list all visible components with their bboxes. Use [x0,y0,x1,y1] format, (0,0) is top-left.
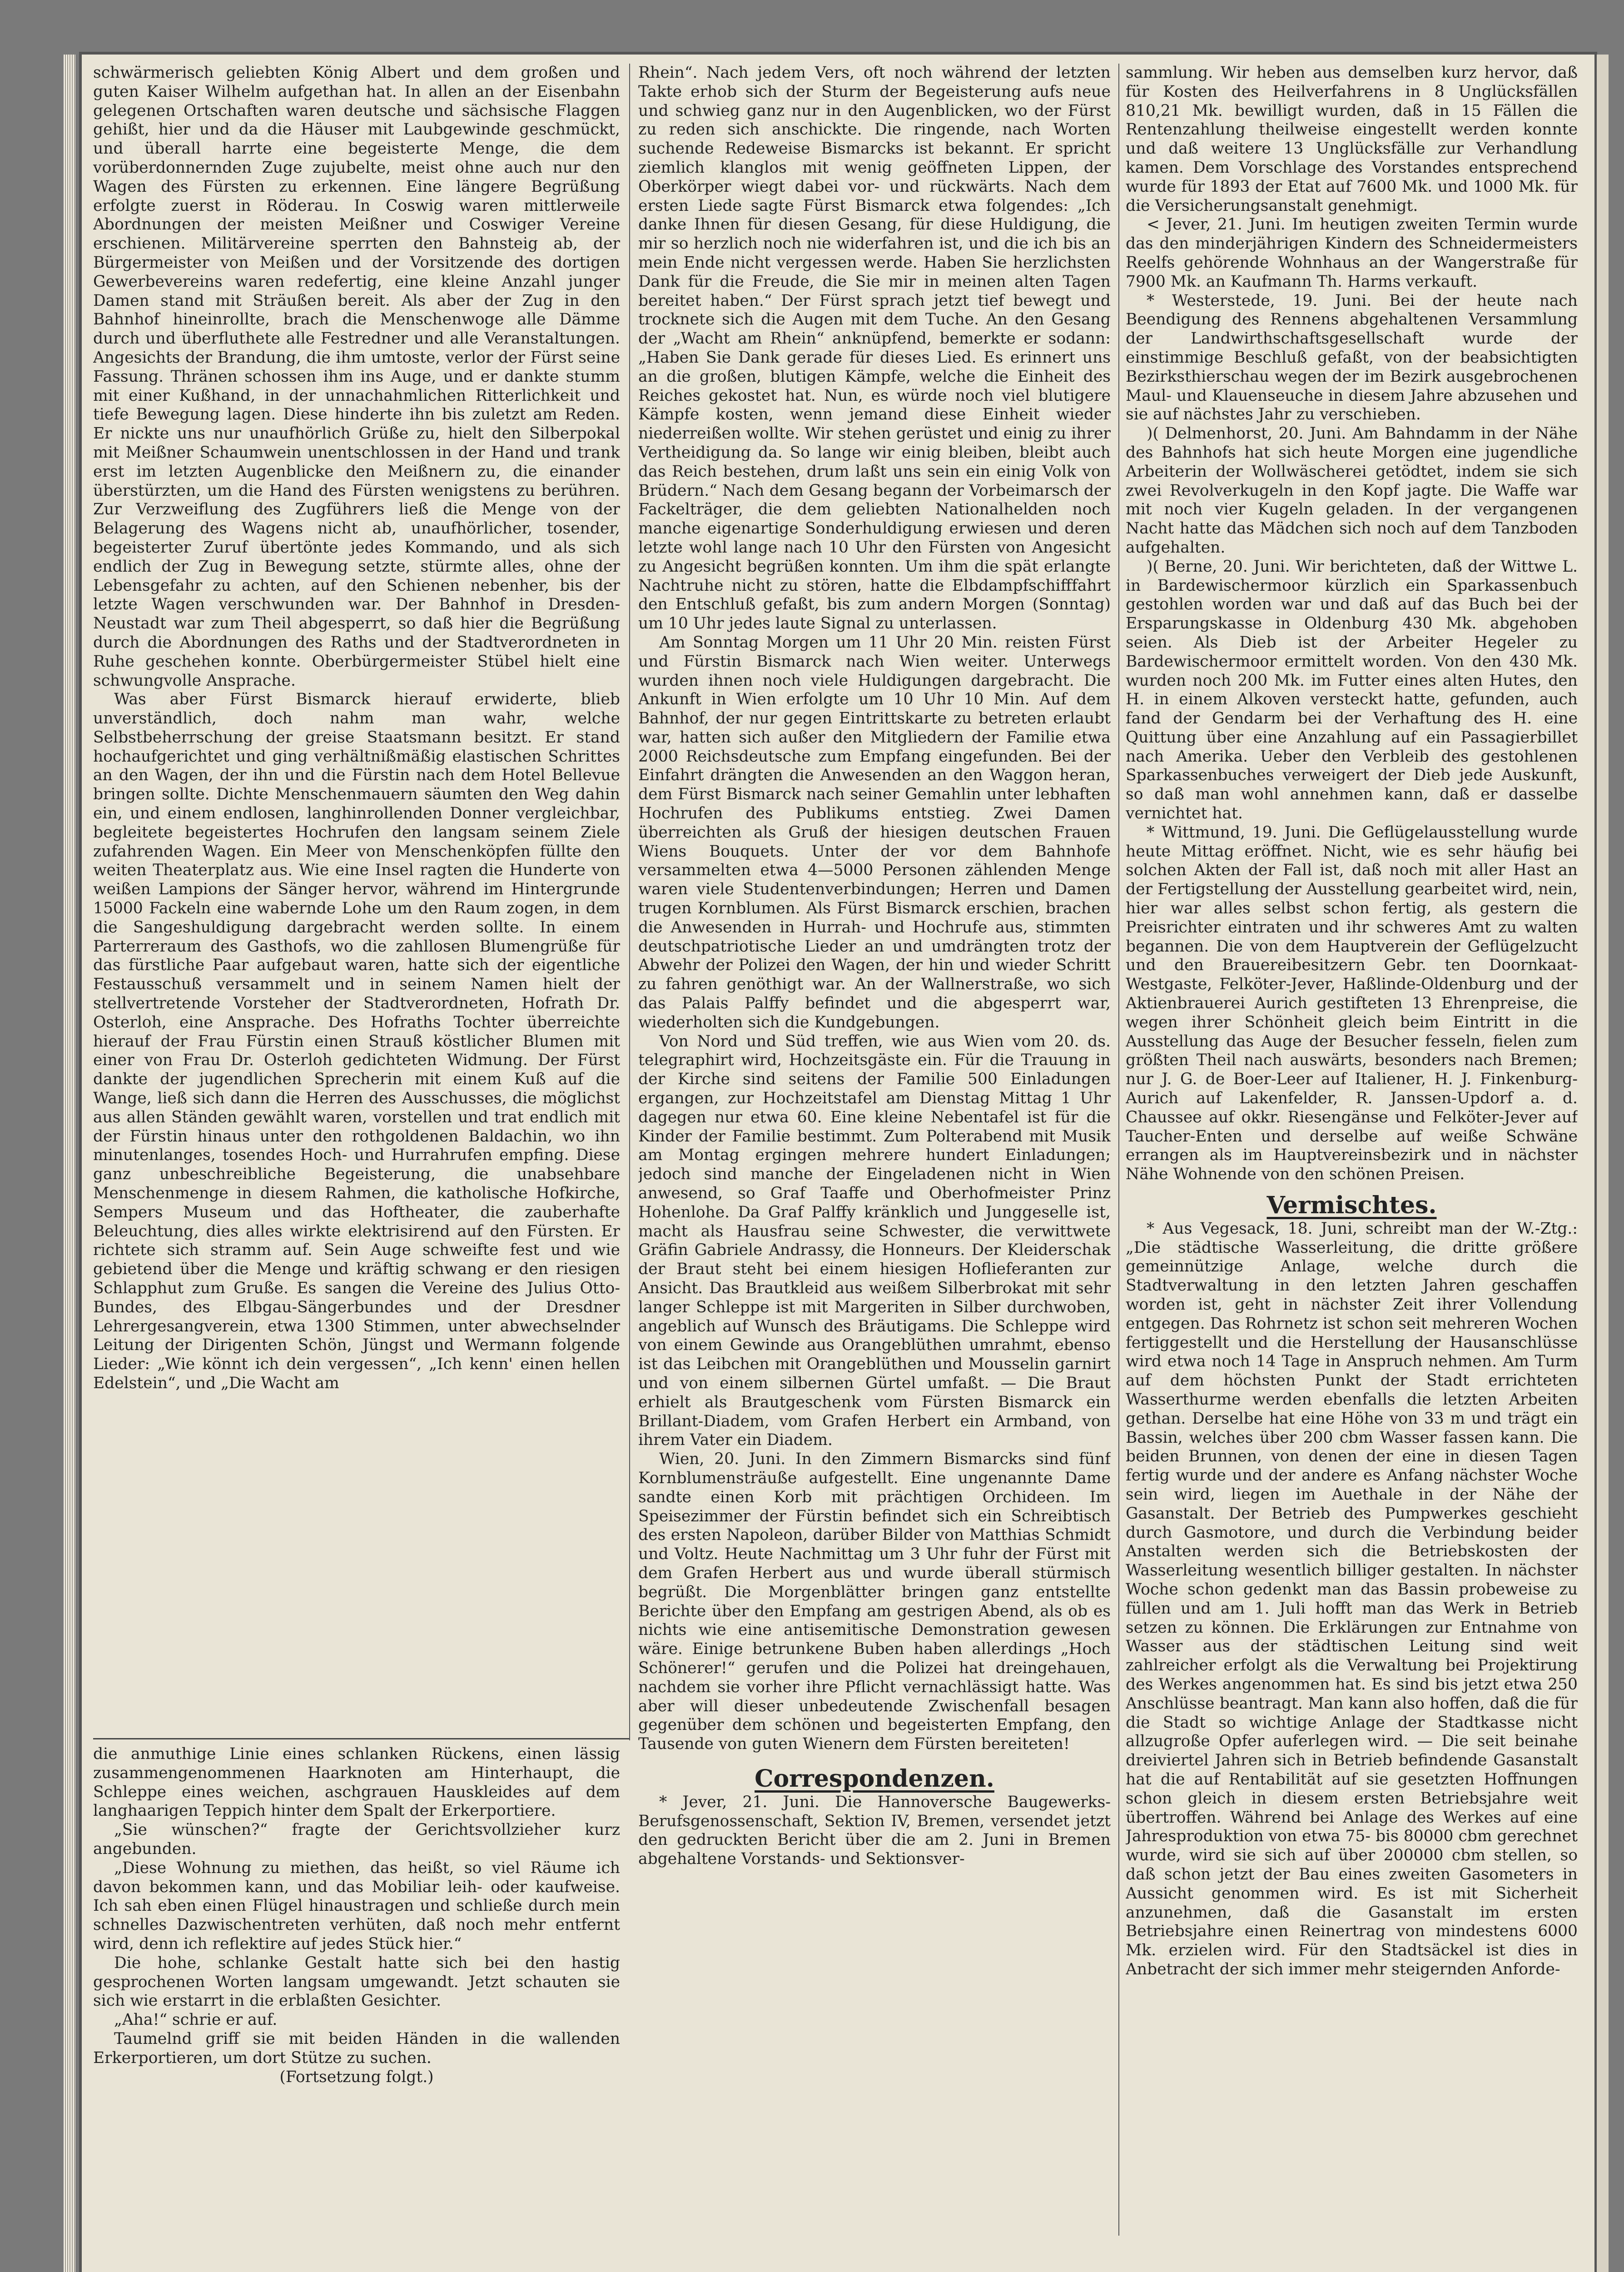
page-right-edge [1597,55,1609,2272]
feuilleton [93,1745,620,2087]
news-item: < Jever, 21. Juni. Im heutigen zweiten Termin wurde das den minderjährigen Kindern des Schneidermeisters Reelfs gehörende Wohnhaus an der Wangerstraße für 7900 Mk. an Kaufmann Th. Harms verkauft. [1126,215,1578,291]
feuilleton-paragraph: Die hohe, schlanke Gestalt hatte sich bei den hastig gesprochenen Worten langsam umgewandt. Jetzt schauten sie sich wie erstarrt in die erblaßten Gesichter. [93,1953,620,2010]
page-stack-edge [64,55,75,2272]
article-paragraph: Von Nord und Süd treffen, wie aus Wien vom 20. ds. telegraphirt wird, Hochzeitsgäste ein. Für die Trauung in der Kirche sind seitens der Familie 500 Einladungen ergangen, zur Hochzeitstafel am Dienstag Mittag 1 Uhr dagegen nur etwa 60. Eine kleine Nebentafel ist für die Kinder der Familie bestimmt. Zum Polterabend mit Musik am Montag ergingen mehrere hundert Einladungen; jedoch sind manche der Eingeladenen nicht in Wien anwesend, so Graf Taaffe und Oberhofmeister Prinz Hohenlohe. Da Graf Palffy kränklich und Junggeselle ist, macht als Hausfrau seine Schwester, die verwittwete Gräfin Gabriele Andrassy, die Honneurs. Der Kleiderschak der Braut steht bei einem hiesigen Hoflieferanten zur Ansicht. Das Brautkleid aus weißem Silberbrokat mit sehr langer Schleppe ist mit Margeriten in Silber durchwoben, angeblich auf Wunsch des Bräutigams. Die Schleppe wird von einem Gewinde aus Orangeblüthen umrahmt, ebenso ist das Leibchen mit Orangeblüthen und Mousselin garnirt und von einem silbernen Gürtel umfaßt. — Die Braut erhielt als Brautgeschenk vom Fürsten Bismarck ein Brillant-Diadem, vom Grafen Herbert ein Armband, von ihrem Vater ein Diadem. [638,1032,1111,1450]
feuilleton-paragraph: die anmuthige Linie eines schlanken Rückens, einen lässig zusammengenommenen Haarknoten am Hinterhaupt, die Schleppe eines weichen, aschgrauen Hauskleides auf dem langhaarigen Teppich hinter dem Spalt der Erkerportiere. [93,1745,620,1820]
feuilleton-paragraph: „Sie wünschen?“ fragte der Gerichtsvollzieher kurz angebunden. [93,1821,620,1858]
news-item: )( Delmenhorst, 20. Juni. Am Bahndamm in der Nähe des Bahnhofs hat sich heute Morgen eine jugendliche Arbeiterin der Wollwäscherei getödtet, indem sie sich zwei Revolverkugeln in den Kopf jagte. Die Waffe war mit noch vier Kugeln geladen. In der vergangenen Nacht hatte das Mädchen sich noch auf dem Tanzboden aufgehalten. [1126,424,1578,557]
column-3 [1126,64,1578,2245]
column-1 [93,64,620,1731]
feuilleton-paragraph: Taumelnd griff sie mit beiden Händen in die wallenden Erkerportieren, um dort Stütze zu suchen. [93,2029,620,2067]
news-item: )( Berne, 20. Juni. Wir berichteten, daß der Wittwe L. in Bardewischermoor kürzlich ein Sparkassenbuch gestohlen worden war und daß auf das Buch bei der Ersparungskasse in Oldenburg 430 Mk. abgehoben seien. Als Dieb ist der Arbeiter Hegeler zu Bardewischermoor ermittelt worden. Von den 430 Mk. wurden noch 200 Mk. im Futter eines alten Hutes, den H. in einem Alkoven versteckt hatte, gefunden, auch fand der Gendarm bei der Verhaftung des H. eine Quittung über eine Anzahlung auf ein Passagierbillet nach Amerika. Ueber den Verbleib des gestohlenen Sparkassenbuches verweigert der Dieb jede Auskunft, so daß man wohl annehmen kann, daß er dasselbe vernichtet hat. [1126,557,1578,823]
article-paragraph: Was aber Fürst Bismarck hierauf erwiderte, blieb unverständlich, doch nahm man wahr, welche Selbstbeherrschung der greise Staatsmann besitzt. Er stand hochaufgerichtet und ging verhältnißmäßig elastischen Schrittes an den Wagen, der ihn und die Fürstin nach dem Hotel Bellevue bringen sollte. Dichte Menschenmauern säumten den Weg dahin ein, und einem endlosen, langhinrollenden Donner vergleichbar, begleitete begeistertes Hochrufen den langsam seinem Ziele zufahrenden Wagen. Ein Meer von Menschenköpfen füllte den weiten Theaterplatz aus. Wie eine Insel ragten die Hunderte von weißen Lampions der Sänger hervor, während im Hintergrunde 15000 Fackeln eine wabernde Lohe um den Raum zogen, in dem die Sangeshuldigung dargebracht werden sollte. In einem Parterreraum des Gasthofs, wo die zahllosen Blumengrüße für das fürstliche Paar aufgebaut waren, hatte sich der eigentliche Festausschuß versammelt und in seinem Namen hielt der stellvertretende Vorsteher der Stadtverordneten, Hofrath Dr. Osterloh, eine Ansprache. Des Hofraths Tochter überreichte hierauf der Frau Fürstin einen Strauß köstlicher Blumen mit einer von Frau Dr. Osterloh gedichteten Widmung. Der Fürst dankte der jugendlichen Sprecherin mit einem Kuß auf die Wange, ließ sich dann die Herren des Ausschusses, die möglichst aus allen Ständen gewählt waren, vorstellen und trat endlich mit der Fürstin hinaus unter den rothgoldenen Baldachin, wo ihn minutenlanges, tosendes Hoch- und Hurrahrufen empfing. Diese ganz unbeschreibliche Begeisterung, die unabsehbare Menschenmenge in diesem Rahmen, die katholische Hofkirche, Sempers Museum und das Hoftheater, die zauberhafte Beleuchtung, dies alles wirkte elektrisirend auf den Fürsten. Er richtete sich stramm auf. Sein Auge schweifte fest und wie gebietend über die Menge und kräftig schwang er den riesigen Schlapphut zum Gruße. Es sangen die Vereine des Julius Otto-Bundes, des Elbgau-Sängerbundes und der Dresdner Lehrergesangverein, etwa 1300 Stimmen, unter abwechselnder Leitung der Dirigenten Schön, Jüngst und Wermann folgende Lieder: „Wie könnt ich dein vergessen“, „Ich kenn' einen hellen Edelstein“, und „Die Wacht am [93,690,620,1392]
article-paragraph: Am Sonntag Morgen um 11 Uhr 20 Min. reisten Fürst und Fürstin Bismarck nach Wien weiter. Unterwegs wurden ihnen noch viele Huldigungen dargebracht. Die Ankunft in Wien erfolgte um 10 Uhr 10 Min. Auf dem Bahnhof, der nur gegen Eintrittskarte zu betreten erlaubt war, hatten sich außer den Mitgliedern der Familie etwa 2000 Reichsdeutsche zum Empfang eingefunden. Bei der Einfahrt drängten die Anwesenden an den Waggon heran, dem Fürst Bismarck nach seiner Gemahlin unter lebhaften Hochrufen des Publikums entstieg. Zwei Damen überreichten als Gruß der hiesigen deutschen Frauen Wiens Bouquets. Unter der vor dem Bahnhofe versammelten etwa 4—5000 Personen zählenden Menge waren viele Studentenverbindungen; Herren und Damen trugen Kornblumen. Als Fürst Bismarck erschien, brachen die Anwesenden in Hurrah- und Hochrufe aus, stimmten deutschpatriotische Lieder an und umdrängten trotz der Abwehr der Polizei den Wagen, der hin und wieder Schritt zu fahren genöthigt war. An der Wallnerstraße, wo sich das Palais Palffy befindet und die abgesperrt war, wiederholten sich die Kundgebungen. [638,633,1111,1031]
continuation-note: (Fortsetzung folgt.) [279,2068,434,2086]
column-rule-1 [629,64,630,1740]
news-item: * Wittmund, 19. Juni. Die Geflügelausstellung wurde heute Mittag eröffnet. Nicht, wie es sehr häufig bei solchen Akten der Fall ist, daß noch mit aller Hast an der Fertigstellung der Ausstellung gearbeitet wird, nein, hier war alles selbst schon fertig, als gestern die Preisrichter eintraten und ihr schweres Amt zu walten begannen. Die von dem Hauptverein der Geflügelzucht und den Brauereibesitzern Gebr. ten Doornkaat-Westgaste, Felköter-Jever, Haßlinde-Oldenburg und der Aktienbrauerei Aurich gestifteten 13 Ehrenpreise, die wegen ihrer Schönheit gleich beim Eintritt in die Ausstellung das Auge der Besucher fesseln, fielen zum größten Theil nach auswärts, besonders nach Bremen; nur J. G. de Boer-Leer auf Italiener, H. J. Finkenburg-Aurich auf Lakenfelder, R. Janssen-Updorf a. d. Chaussee auf okkr. Riesengänse und Felköter-Jever auf Taucher-Enten und derselbe auf weiße Schwäne errangen als im Hauptvereinsbezirk und in nächster Nähe Wohnende von den schönen Preisen. [1126,823,1578,1184]
column-2 [638,64,1111,2245]
news-item: sammlung. Wir heben aus demselben kurz hervor, daß für Kosten des Heilverfahrens in 8 Unglücksfällen 810,21 Mk. bewilligt wurden, daß in 15 Fällen die Rentenzahlung theilweise eingestellt werden konnte und daß weitere 13 Unglücksfälle zur Verhandlung kamen. Dem Vorschlage des Vorstandes entsprechend wurde für 1893 der Etat auf 7600 Mk. und 1000 Mk. für die Versicherungsanstalt genehmigt. [1126,64,1578,215]
column-rule-2 [1118,64,1119,2236]
section-heading-vermischtes: Vermischtes. [1266,1191,1437,1220]
section-heading-correspondenzen: Correspondenzen. [755,1764,994,1793]
article-paragraph: * Jever, 21. Juni. Die Hannoversche Baugewerks-Berufsgenossenschaft, Sektion IV, Bremen, versendet jetzt den gedruckten Bericht über die am 2. Juni in Bremen abgehaltene Vorstands- und Sektionsver- [638,1793,1111,1868]
article-paragraph: schwärmerisch geliebten König Albert und dem großen und guten Kaiser Wilhelm aufgethan hat. In allen an der Eisenbahn gelegenen Ortschaften waren deutsche und sächsische Flaggen gehißt, hier und da die Häuser mit Laubgewinde geschmückt, und überall harrte eine begeisterte Menge, die dem vorüberdonnernden Zuge zujubelte, meist ohne auch nur den Wagen des Fürsten zu erkennen. Eine längere Begrüßung erfolgte zuerst in Röderau. In Coswig waren mittlerweile Abordnungen der meisten Meißner und Coswiger Vereine erschienen. Militärvereine sperrten den Bahnsteig ab, der Bürgermeister von Meißen und der Vorsitzende des dortigen Gewerbevereins waren redefertig, eine kleine Anzahl junger Damen stand mit Sträußen bereit. Als aber der Zug in den Bahnhof hineinrollte, brach die Menschenwoge alle Dämme durch und überfluthete alle Festredner und alle Veranstaltungen. Angesichts der Brandung, die ihm umtoste, verlor der Fürst seine Fassung. Thränen schossen ihm ins Auge, und er dankte stumm mit einer Kußhand, in der unnachahmlichen Ritterlichkeit und tiefe Bewegung lagen. Diese hinderte ihn bis zuletzt am Reden. Er nickte uns nur unaufhörlich Grüße zu, hielt den Silberpokal mit Meißner Schaumwein unentschlossen in der Hand und trank erst im letzten Augenblicke den Meißnern zu, die einander überstürzten, um die Hand des Fürsten wenigstens zu berühren. Zur Verzweiflung des Zugführers ließ die Menge von der Belagerung des Wagens nicht ab, unaufhörlicher, tosender, begeisterter Zuruf übertönte jedes Kommando, und als sich endlich der Zug in Bewegung setzte, stürmte alles, ohne der Lebensgefahr zu achten, auf den Schienen nebenher, bis der letzte Wagen verschwunden war. Der Bahnhof in Dresden-Neustadt war zum Theil abgesperrt, so daß hier die Begrüßung durch die Abordnungen des Raths und der Stadtverordneten in Ruhe geschehen konnte. Oberbürgermeister Stübel hielt eine schwungvolle Ansprache. [93,64,620,690]
feuilleton-paragraph: „Aha!“ schrie er auf. [114,2011,278,2029]
article-paragraph: Rhein“. Nach jedem Vers, oft noch während der letzten Takte erhob sich der Sturm der Begeisterung aufs neue und schwieg ganz nur in den Augenblicken, wo der Fürst zu reden sich anschickte. Die ringende, nach Worten suchende Redeweise Bismarcks ist bekannt. Er spricht ziemlich klanglos mit wenig geöffneten Lippen, der Oberkörper wiegt dabei vor- und rückwärts. Nach dem ersten Liede sagte Fürst Bismarck etwa folgendes: „Ich danke Ihnen für diesen Gesang, für diese Huldigung, die mir so herzlich noch nie widerfahren ist, und die ich bis an mein Ende nicht vergessen werde. Haben Sie herzlichsten Dank für die Freude, die Sie mir in meinen alten Tagen bereitet haben.“ Der Fürst sprach jetzt tief bewegt und trocknete sich die Augen mit dem Tuche. An den Gesang der „Wacht am Rhein“ anknüpfend, bemerkte er sodann: „Haben Sie Dank gerade für dieses Lied. Es erinnert uns an die großen, blutigen Kämpfe, welche die Einheit des Reiches gekostet hat. Nun, es würde noch viel blutigere Kämpfe kosten, wenn jemand diese Einheit wieder niederreißen wollte. Wir stehen gerüstet und einig zu ihrer Vertheidigung da. So lange wir einig bleiben, bleibt auch das Reich bestehen, drum laßt uns sein ein einig Volk von Brüdern.“ Nach dem Gesang begann der Vorbeimarsch der Fackelträger, die dem geliebten Nationalhelden noch manche eigenartige Sonderhuldigung erwiesen und deren letzte wohl lange nach 10 Uhr den Fürsten von Angesicht zu Angesicht begrüßen konnten. Um ihm die spät erlangte Nachtruhe nicht zu stören, hatte die Elbdampfschifffahrt den Entschluß gefaßt, bis zum andern Morgen (Sonntag) um 10 Uhr jedes laute Signal zu unterlassen. [638,64,1111,633]
news-item: * Westerstede, 19. Juni. Bei der heute nach Beendigung des Rennens abgehaltenen Versammlung der Landwirthschaftsgesellschaft wurde der einstimmige Beschluß gefaßt, von der beabsichtigten Bezirksthierschau wegen der im Bezirk ausgebrochenen Maul- und Klauenseuche in diesem Jahre abzusehen und sie auf nächstes Jahr zu verschieben. [1126,291,1578,424]
news-item: * Aus Vegesack, 18. Juni, schreibt man der W.-Ztg.: „Die städtische Wasserleitung, die dritte größere gemeinnützige Anlage, welche durch die Stadtverwaltung in den letzten Jahren geschaffen worden ist, geht in nächster Zeit ihrer Vollendung entgegen. Das Rohrnetz ist schon seit mehreren Wochen fertiggestellt und die Herstellung der Hausanschlüsse wird etwa noch 14 Tage in Anspruch nehmen. Am Turm auf dem höchsten Punkt der Stadt errichteten Wasserthurme werden ebenfalls die letzten Arbeiten gethan. Derselbe hat eine Höhe von 33 m und trägt ein Bassin, welches über 200 cbm Wasser fassen kann. Die beiden Brunnen, von denen der eine in diesen Tagen fertig wurde und der andere es Anfang nächster Woche sein wird, liegen im Auethale in der Nähe der Gasanstalt. Der Betrieb des Pumpwerkes geschieht durch Gasmotore, und durch die Verbindung beider Anstalten werden sich die Betriebskosten der Wasserleitung wesentlich billiger gestalten. In nächster Woche schon gedenkt man das Bassin probeweise zu füllen und am 1. Juli hofft man das Werk in Betrieb setzen zu können. Die Erklärungen zur Entnahme von Wasser aus der städtischen Leitung sind weit zahlreicher erfolgt als die Verwaltung bei Projektirung des Werkes angenommen hat. Es sind bis jetzt etwa 250 Anschlüsse beantragt. Man kann also hoffen, daß die für die Stadt so wichtige Anlage der Stadtkasse nicht allzugroße Opfer auferlegen wird. — Die seit beinahe dreiviertel Jahren sich in Betrieb befindende Gasanstalt hat die auf Rentabilität auf sie gesetzten Hoffnungen schon gleich in diesem ersten Betriebsjahre weit übertroffen. Während bei Anlage des Werkes auf eine Jahresproduktion von etwa 75- bis 80000 cbm gerechnet wurde, wird sie sich auf über 200000 cbm stellen, so daß schon jetzt der Bau eines zweiten Gasometers in Aussicht genommen wird. Es ist mit Sicherheit anzunehmen, daß die Gasanstalt im ersten Betriebsjahre einen Reinertrag von mindestens 6000 Mk. erzielen wird. Für den Stadtsäckel ist dies in Anbetracht der sich immer mehr steigernden Anforde- [1126,1219,1578,1978]
feuilleton-rule [93,1738,629,1739]
feuilleton-paragraph: „Diese Wohnung zu miethen, das heißt, so viel Räume ich davon bekommen kann, und das Mobiliar leih- oder kaufweise. Ich sah eben einen Flügel hinaustragen und schließe durch mein schnelles Dazwischentreten verhüten, daß noch mehr entfernt wird, denn ich reflektire auf jedes Stück hier.“ [93,1858,620,1953]
article-paragraph: Wien, 20. Juni. In den Zimmern Bismarcks sind fünf Kornblumensträuße aufgestellt. Eine ungenannte Dame sandte einen Korb mit prächtigen Orchideen. Im Speisezimmer der Fürstin befindet sich ein Schreibtisch des ersten Napoleon, darüber Bilder von Matthias Schmidt und Voltz. Heute Nachmittag um 3 Uhr fuhr der Fürst mit dem Grafen Herbert aus und wurde überall stürmisch begrüßt. Die Morgenblätter bringen ganz entstellte Berichte über den Empfang am gestrigen Abend, als ob es nichts wie eine antisemitische Demonstration gewesen wäre. Einige betrunkene Buben haben allerdings „Hoch Schönerer!“ gerufen und die Polizei hat dreingehauen, nachdem sie vorher ihre Pflicht vernachlässigt hatte. Was aber will dieser unbedeutende Zwischenfall besagen gegenüber dem schönen und begeisterten Empfang, den Tausende von guten Wienern dem Fürsten bereiteten! [638,1450,1111,1754]
